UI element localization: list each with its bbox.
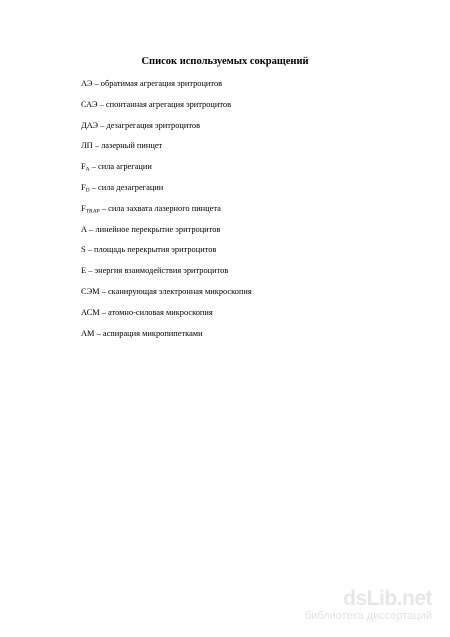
abbreviation-item	[81, 78, 252, 99]
watermark-logo	[305, 588, 432, 610]
abbreviation-definition: – лазерный пинцет	[92, 141, 163, 151]
abbreviation-item	[81, 99, 252, 120]
abbreviation-definition: – сканирующая электронная микроскопия	[99, 286, 252, 296]
abbreviation-subscript: A	[85, 166, 90, 173]
abbreviation-definition: – аспирация микропипетками	[94, 328, 203, 338]
abbreviation-item	[81, 224, 252, 245]
abbreviation-term: F	[81, 162, 86, 172]
abbreviation-definition: – обратимая агрегация эритроцитов	[92, 79, 223, 88]
watermark	[305, 588, 432, 623]
abbreviation-term: САЭ	[81, 99, 98, 109]
abbreviation-definition: – энергия взаимодействия эритроцитов	[86, 266, 229, 276]
abbreviation-item	[81, 120, 252, 141]
abbreviation-item	[81, 328, 252, 349]
abbreviation-term: S	[81, 245, 86, 255]
abbreviation-term: АСМ	[81, 307, 100, 317]
abbreviation-definition: – дезагрегация эритроцитов	[98, 120, 201, 130]
abbreviation-definition: – спонтанная агрегация эритроцитов	[97, 99, 232, 109]
abbreviation-item	[81, 182, 252, 203]
abbreviation-item	[81, 244, 252, 265]
abbreviation-term: ЛП	[81, 141, 93, 151]
page-title: Список используемых сокращений	[141, 56, 309, 67]
abbreviation-subscript: D	[85, 187, 90, 194]
abbreviation-definition: – сила дезагрегации	[89, 182, 164, 192]
abbreviation-item	[81, 161, 252, 182]
abbreviation-definition: – атомно-силовая микроскопия	[99, 307, 213, 317]
watermark-logo-main: dsLib	[343, 587, 397, 610]
abbreviation-term: СЭМ	[81, 286, 100, 296]
abbreviation-definition: – сила агрегации	[89, 162, 152, 172]
abbreviation-definition: – площадь перекрытия эритроцитов	[85, 245, 217, 255]
watermark-logo-tld: net	[402, 587, 432, 610]
watermark-tagline: библиотека диссертаций	[304, 610, 432, 622]
abbreviation-item	[81, 203, 252, 224]
abbreviation-item	[81, 286, 252, 307]
abbreviation-item	[81, 265, 252, 286]
abbreviation-definition: – сила захвата лазерного пинцета	[99, 203, 221, 213]
abbreviation-definition: – линейное перекрытие эритроцитов	[87, 224, 221, 234]
abbreviation-term: ДАЭ	[81, 120, 99, 130]
abbreviation-item	[81, 140, 252, 161]
abbreviation-list	[81, 78, 252, 348]
abbreviation-term: АМ	[81, 328, 95, 338]
abbreviation-term: F	[81, 182, 86, 192]
abbreviation-term: A	[81, 224, 88, 234]
abbreviation-term: F	[81, 203, 86, 213]
abbreviation-term: АЭ	[81, 79, 93, 88]
abbreviation-subscript: TRAP	[85, 208, 100, 215]
watermark-logo-dot: .	[396, 587, 402, 610]
abbreviation-term: E	[81, 266, 87, 276]
abbreviation-item	[81, 307, 252, 328]
